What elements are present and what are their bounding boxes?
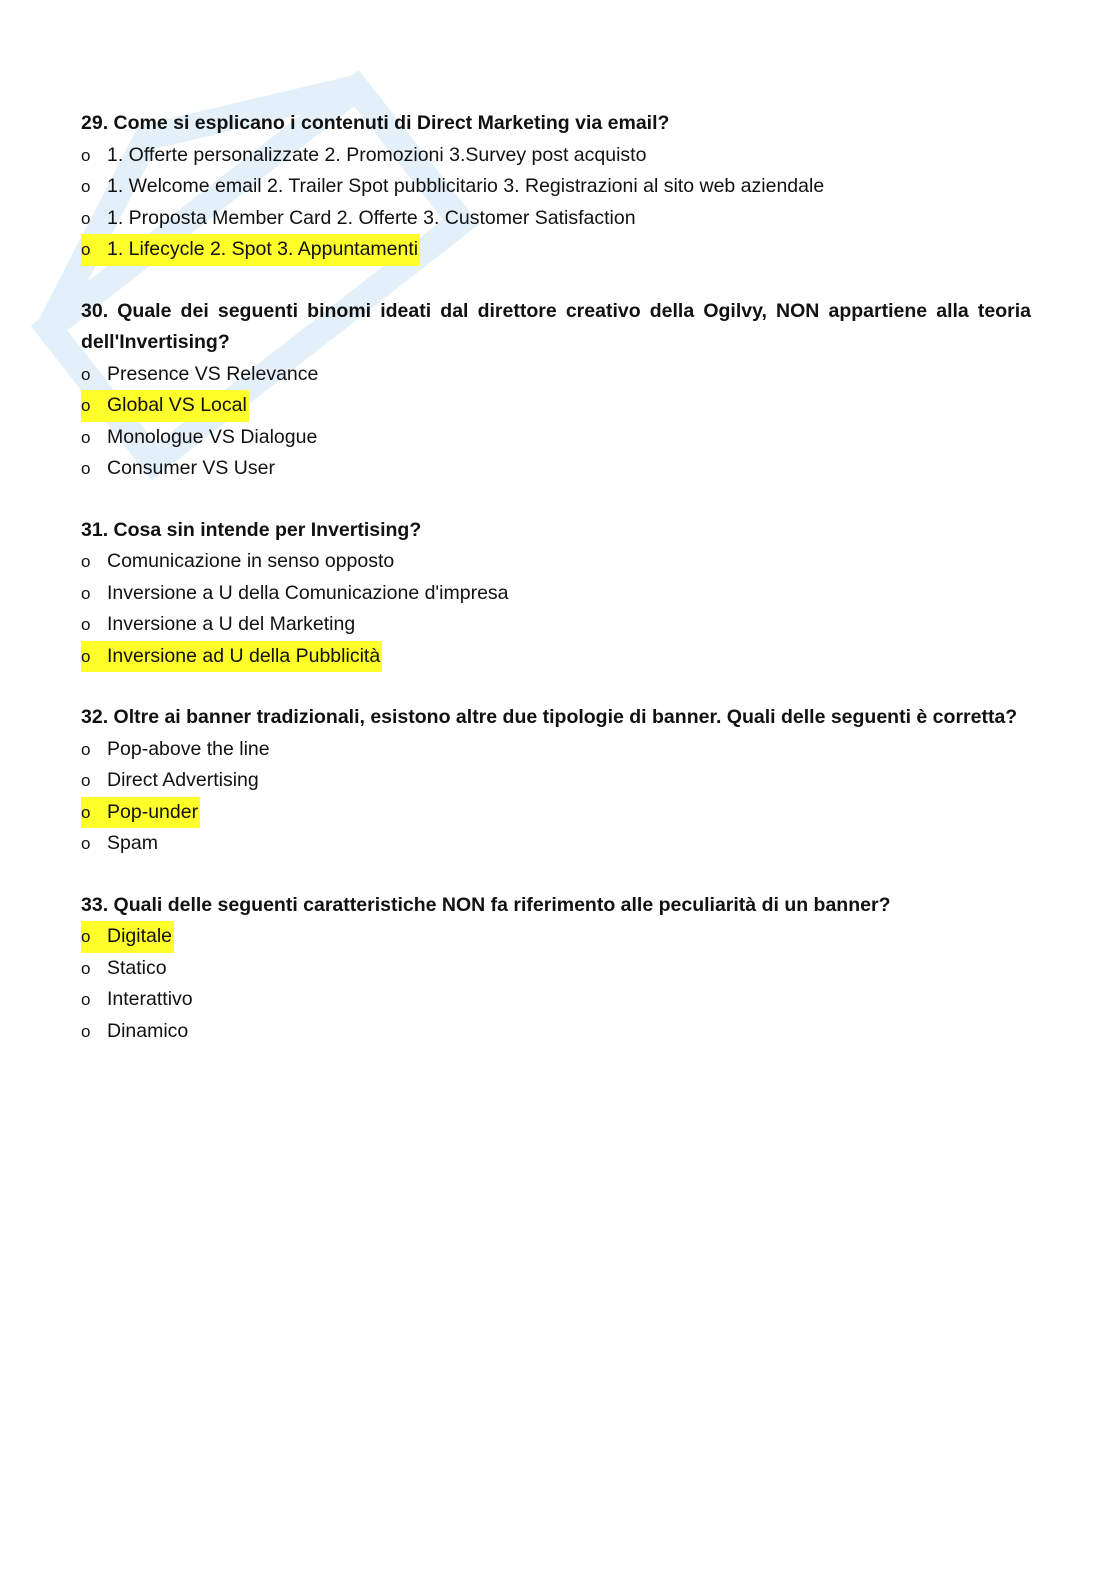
option-text: 1. Offerte personalizzate 2. Promozioni 3.Survey post acquisto <box>107 143 647 166</box>
option-text: 1. Lifecycle 2. Spot 3. Appuntamenti <box>107 238 419 260</box>
option-text: Presence VS Relevance <box>107 362 319 385</box>
circle-bullet-icon: o <box>81 739 91 759</box>
circle-bullet-icon: o <box>81 427 91 447</box>
option-item-highlighted <box>81 234 1031 266</box>
option-text: 1. Proposta Member Card 2. Offerte 3. Customer Satisfaction <box>107 206 636 229</box>
question-title: 32. Oltre ai banner tradizionali, esistono altre due tipologie di banner. Quali delle seguenti è corretta? <box>81 706 1018 728</box>
question-30 <box>81 296 1031 485</box>
option-text: Inversione a U della Comunicazione d'impresa <box>107 581 509 604</box>
option-text: Pop-under <box>107 800 199 823</box>
option-text: Consumer VS User <box>107 457 275 479</box>
option-text: Comunicazione in senso opposto <box>107 550 395 572</box>
option-text: Statico <box>107 956 167 979</box>
circle-bullet-icon: o <box>81 646 91 666</box>
circle-bullet-icon: o <box>81 145 91 165</box>
option-text: Interattivo <box>107 988 193 1010</box>
option-item <box>81 765 1031 797</box>
circle-bullet-icon: o <box>81 990 91 1009</box>
circle-bullet-icon: o <box>81 771 91 790</box>
circle-bullet-icon: o <box>81 834 91 853</box>
option-item <box>81 359 1031 391</box>
circle-bullet-icon: o <box>81 615 91 634</box>
circle-bullet-icon: o <box>81 396 91 415</box>
circle-bullet-icon: o <box>81 958 91 978</box>
option-item-highlighted <box>81 921 1031 953</box>
option-text: 1. Welcome email 2. Trailer Spot pubblicitario 3. Registrazioni al sito web aziendale <box>107 175 825 197</box>
option-text: Digitale <box>107 925 173 947</box>
option-item <box>81 953 1031 985</box>
option-item <box>81 422 1031 454</box>
option-item <box>81 140 1031 172</box>
option-text: Spam <box>107 832 158 854</box>
option-text: Global VS Local <box>107 394 247 416</box>
option-text: Inversione ad U della Pubblicità <box>107 644 381 667</box>
option-item <box>81 609 1031 641</box>
option-item-highlighted <box>81 390 1031 422</box>
option-text: Inversione a U del Marketing <box>107 613 356 635</box>
circle-bullet-icon: o <box>81 364 91 384</box>
option-item <box>81 1016 1031 1048</box>
option-item <box>81 546 1031 578</box>
option-text: Monologue VS Dialogue <box>107 425 318 448</box>
circle-bullet-icon: o <box>81 802 91 822</box>
option-item <box>81 171 1031 203</box>
option-item <box>81 984 1031 1016</box>
option-text: Pop-above the line <box>107 737 270 760</box>
question-32 <box>81 702 1031 860</box>
circle-bullet-icon: o <box>81 177 91 196</box>
question-title: 31. Cosa sin intende per Invertising? <box>81 518 422 541</box>
circle-bullet-icon: o <box>81 927 91 946</box>
circle-bullet-icon: o <box>81 240 91 259</box>
question-29 <box>81 108 1031 266</box>
option-item <box>81 578 1031 610</box>
circle-bullet-icon: o <box>81 552 91 571</box>
quiz-document <box>81 108 1031 1077</box>
option-item <box>81 453 1031 485</box>
option-text: Dinamico <box>107 1019 189 1042</box>
question-33 <box>81 890 1031 1048</box>
question-title: 30. Quale dei seguenti binomi ideati dal direttore creativo della Ogilvy, NON appartiene alla teoria dell'Invertising? <box>81 299 1031 353</box>
option-item <box>81 734 1031 766</box>
question-title: 29. Come si esplicano i contenuti di Direct Marketing via email? <box>81 112 670 134</box>
option-item <box>81 203 1031 235</box>
circle-bullet-icon: o <box>81 459 91 478</box>
circle-bullet-icon: o <box>81 208 91 228</box>
option-item <box>81 828 1031 860</box>
option-text: Direct Advertising <box>107 769 259 791</box>
option-item-highlighted <box>81 797 1031 829</box>
question-31 <box>81 515 1031 673</box>
question-title: 33. Quali delle seguenti caratteristiche NON fa riferimento alle peculiarità di un banner? <box>81 893 891 916</box>
option-item-highlighted <box>81 641 1031 673</box>
circle-bullet-icon: o <box>81 1021 91 1041</box>
circle-bullet-icon: o <box>81 583 91 603</box>
